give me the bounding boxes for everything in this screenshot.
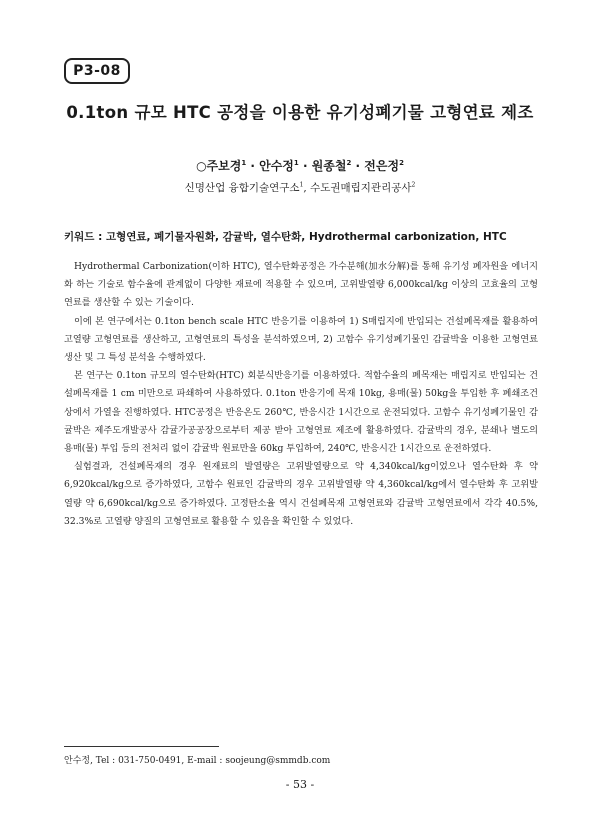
session-badge: P3-08: [64, 58, 130, 84]
affiliation-line: [0, 180, 600, 195]
author-affil-sup: 2: [399, 159, 404, 167]
author-name: 원종철: [311, 159, 347, 173]
author-name: 전은정: [364, 159, 400, 173]
footnote-contact: 안수정, Tel : 031-750-0491, E-mail : soojeung@smmdb.com: [64, 756, 331, 766]
author-list: [0, 157, 600, 174]
affiliation-org: 수도권매립지관리공사: [310, 182, 412, 194]
footnote-divider: [64, 746, 219, 747]
abstract-body: [64, 258, 538, 531]
author-affil-sup: 2: [346, 159, 352, 167]
presenter-mark: ○: [196, 159, 207, 173]
page-number: - 53 -: [285, 778, 315, 791]
author-separator: ·: [351, 159, 365, 173]
affiliation-sup: 1: [299, 181, 304, 189]
body-paragraph: 본 연구는 0.1ton 규모의 열수탄화(HTC) 회분식반응기를 이용하였다. 적함수율의 폐목재는 매립지로 반입되는 건설폐목재를 1 cm 미만으로 파쇄하여 사용하였다. 0.1ton 반응기에 목재 10kg, 용매(물) 50kg을 투입한 후 폐쇄조건 상에서 가열을 진행하였다. HTC공정은 반응온도 260℃, 반응시간 1시간으로 운전되었다. 고함수 유기성폐기물인 감귤박은 제주도개발공사 감귤가공공장으로부터 제공 받아 고형연료 제조에 활용하였다. 감귤박의 경우, 분쇄나 별도의 용매(물) 투입 등의 전처리 없이 감귤박 원료만을 60kg 투입하여, 240℃, 반응시간 1시간으로 운전하였다.: [64, 370, 538, 455]
body-paragraph: 이에 본 연구에서는 0.1ton bench scale HTC 반응기를 이용하여 1) S매립지에 반입되는 건설폐목재를 활용하여 고열량 고형연료를 생산하고, 고형연료의 특성을 분석하였으며, 2) 고함수 유기성폐기물인 감귤박을 이용한 고형연료 생산 및 그 특성 분석을 수행하였다.: [64, 315, 538, 364]
affiliation-separator: ,: [303, 182, 311, 194]
author-affil-sup: 1: [293, 159, 299, 167]
author-affil-sup: 1: [241, 159, 247, 167]
paper-title: 0.1ton 규모 HTC 공정을 이용한 유기성폐기물 고형연료 제조: [66, 103, 534, 122]
keywords-line: 키워드 : 고형연료, 폐기물자원화, 감귤박, 열수탄화, Hydrothermal carbonization, HTC: [64, 231, 507, 243]
body-paragraph: 실험결과, 건설폐목재의 경우 원재료의 발열량은 고위발열량으로 약 4,340kcal/kg이었으나 열수탄화 후 약 6,920kcal/kg으로 증가하였다, 고함수 원료인 감귤박의 경우 고위발열량 약 4,360kcal/kg에서 열수탄화 후 고위발열량 약 6,690kcal/kg으로 증가하였다. 고정탄소율 역시 건설폐목재 고형연료와 감귤박 고형연료에서 각각 40.5%, 32.3%로 고열량 양질의 고형연료로 활용할 수 있음을 확인할 수 있었다.: [64, 461, 538, 527]
author-name: 주보경: [206, 159, 242, 173]
affiliation-sup: 2: [411, 181, 416, 189]
body-paragraph: Hydrothermal Carbonization(이하 HTC), 열수탄화공정은 가수분해(加水分解)를 통해 유기성 폐자원을 에너지화 하는 기술로 함수율에 관계없이 다양한 재료에 적용할 수 있으며, 고위발열량 6,000kcal/kg 이상의 고효율의 고형연료를 생산할 수 있는 기술이다.: [64, 261, 538, 309]
author-separator: ·: [246, 159, 260, 173]
author-separator: ·: [298, 159, 312, 173]
author-name: 안수정: [259, 159, 294, 173]
affiliation-org: 신명산업 융합기술연구소: [184, 182, 300, 194]
